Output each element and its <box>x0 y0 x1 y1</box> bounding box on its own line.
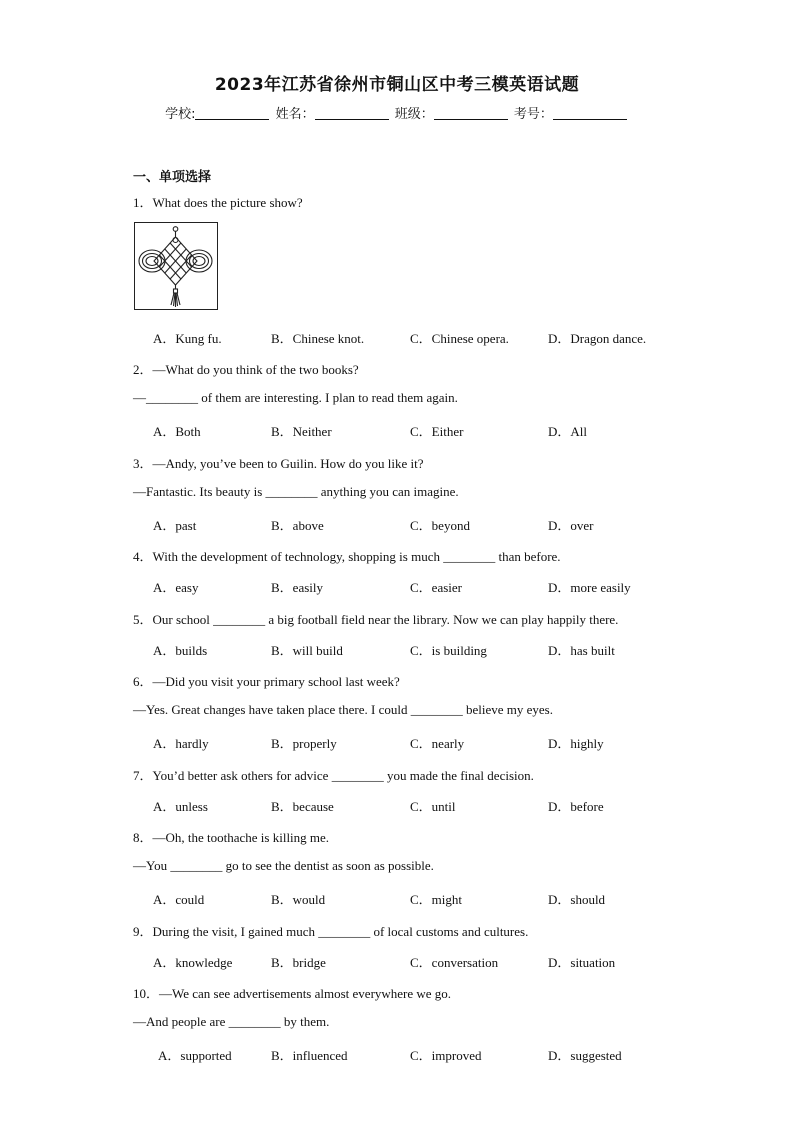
question-2-stem-line2: —________ of them are interesting. I plan to read them again. <box>133 390 458 405</box>
question-9-stem: 9．During the visit, I gained much ________ of local customs and cultures. <box>133 924 529 939</box>
option-b[interactable]: B．bridge <box>271 955 326 970</box>
option-c[interactable]: C．might <box>410 892 463 907</box>
class-label: 班级： <box>394 107 434 122</box>
option-d[interactable]: D．should <box>548 892 606 907</box>
option-a[interactable]: A．Both <box>153 424 201 439</box>
question-8-stem: 8．—Oh, the toothache is killing me. <box>133 830 330 845</box>
option-d[interactable]: D．situation <box>548 955 616 970</box>
option-a[interactable]: A．Kung fu. <box>153 331 222 346</box>
option-c[interactable]: C．nearly <box>410 736 465 751</box>
option-b[interactable]: B．because <box>271 799 334 814</box>
question-1-stem: 1．What does the picture show? <box>133 195 303 210</box>
option-d[interactable]: D．Dragon dance. <box>548 331 647 346</box>
option-a[interactable]: A．unless <box>153 799 208 814</box>
option-a[interactable]: A．could <box>153 892 205 907</box>
option-c[interactable]: C．easier <box>410 580 462 595</box>
exam-no-label: 考号： <box>513 107 553 122</box>
option-d[interactable]: D．All <box>548 424 588 439</box>
option-a[interactable]: A．hardly <box>153 736 209 751</box>
question-6-stem: 6．—Did you visit your primary school last week? <box>133 674 400 689</box>
class-blank[interactable] <box>434 107 508 120</box>
name-blank[interactable] <box>315 107 389 120</box>
question-5-stem: 5．Our school ________ a big football field near the library. Now we can play happily there. <box>133 612 619 627</box>
chinese-knot-icon <box>135 223 216 308</box>
option-b[interactable]: B．properly <box>271 736 337 751</box>
question-7-stem: 7．You’d better ask others for advice ________ you made the final decision. <box>133 768 534 783</box>
option-d[interactable]: D．highly <box>548 736 604 751</box>
option-b[interactable]: B．would <box>271 892 326 907</box>
option-d[interactable]: D．more easily <box>548 580 631 595</box>
question-8-stem-line2: —You ________ go to see the dentist as soon as possible. <box>133 858 434 873</box>
option-b[interactable]: B．Chinese knot. <box>271 331 365 346</box>
option-b[interactable]: B．easily <box>271 580 323 595</box>
section-heading: 一、单项选择 <box>133 170 212 185</box>
option-b[interactable]: B．influenced <box>271 1048 348 1063</box>
option-d[interactable]: D．before <box>548 799 604 814</box>
school-blank[interactable] <box>195 107 269 120</box>
question-2-stem: 2．—What do you think of the two books? <box>133 362 359 377</box>
chinese-knot-image <box>134 222 218 310</box>
option-a[interactable]: A．supported <box>158 1048 232 1063</box>
option-c[interactable]: C．conversation <box>410 955 499 970</box>
option-b[interactable]: B．Neither <box>271 424 332 439</box>
option-c[interactable]: C．improved <box>410 1048 482 1063</box>
option-c[interactable]: C．until <box>410 799 456 814</box>
question-3-stem: 3．—Andy, you’ve been to Guilin. How do you like it? <box>133 456 424 471</box>
option-a[interactable]: A．builds <box>153 643 208 658</box>
question-10-stem-line2: —And people are ________ by them. <box>133 1014 330 1029</box>
page-title: 2023年江苏省徐州市铜山区中考三模英语试题 <box>214 75 580 95</box>
question-6-stem-line2: —Yes. Great changes have taken place there. I could ________ believe my eyes. <box>133 702 553 717</box>
option-a[interactable]: A．knowledge <box>153 955 233 970</box>
exam-no-blank[interactable] <box>553 107 627 120</box>
option-a[interactable]: A．past <box>153 518 197 533</box>
option-c[interactable]: C．beyond <box>410 518 470 533</box>
school-label: 学校: <box>165 107 196 122</box>
question-10-stem: 10．—We can see advertisements almost everywhere we go. <box>133 986 452 1001</box>
student-info-line <box>0 103 794 122</box>
question-4-stem: 4．With the development of technology, shopping is much ________ than before. <box>133 549 561 564</box>
option-c[interactable]: C．Either <box>410 424 464 439</box>
option-d[interactable]: D．suggested <box>548 1048 622 1063</box>
option-d[interactable]: D．over <box>548 518 594 533</box>
name-label: 姓名： <box>275 107 315 122</box>
question-3-stem-line2: —Fantastic. Its beauty is ________ anything you can imagine. <box>133 484 459 499</box>
option-d[interactable]: D．has built <box>548 643 615 658</box>
option-a[interactable]: A．easy <box>153 580 199 595</box>
option-c[interactable]: C．Chinese opera. <box>410 331 509 346</box>
option-b[interactable]: B．will build <box>271 643 343 658</box>
option-b[interactable]: B．above <box>271 518 324 533</box>
option-c[interactable]: C．is building <box>410 643 487 658</box>
